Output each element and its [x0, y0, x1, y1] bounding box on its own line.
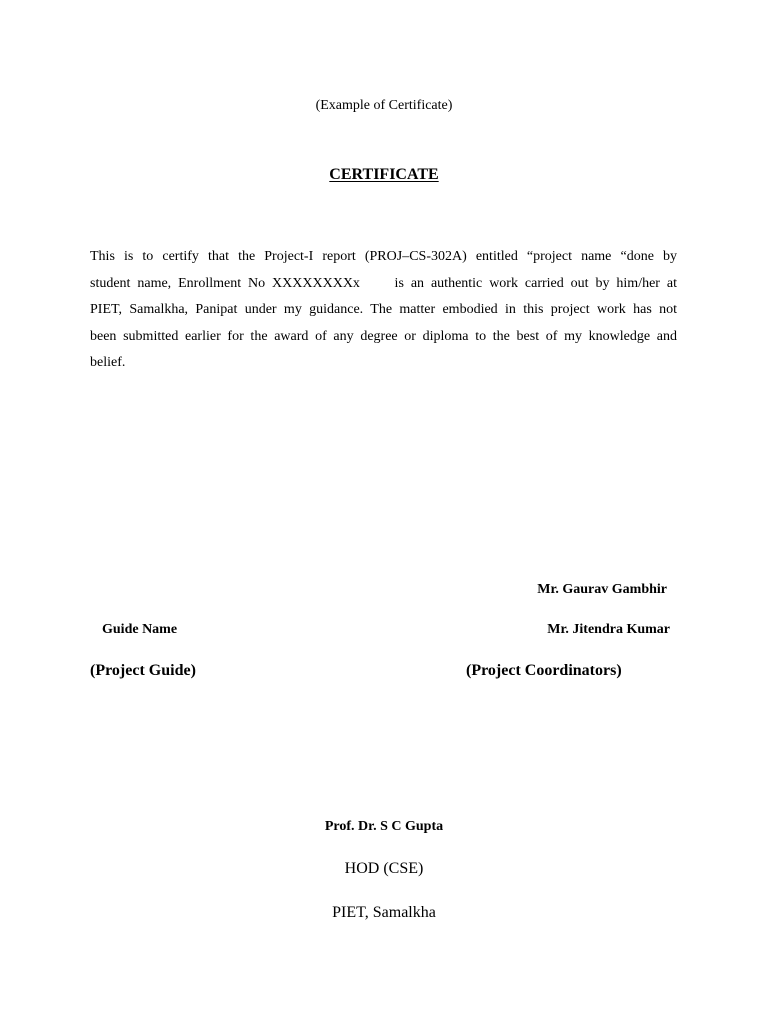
hod-name: Prof. Dr. S C Gupta	[324, 819, 444, 834]
guide-role: (Project Guide)	[90, 662, 196, 679]
body-line-1: This is to certify that the Project-I report (PROJ–CS-302A) entitled “project name “done by	[90, 249, 677, 264]
example-note: (Example of Certificate)	[315, 98, 453, 113]
coordinator-2-name: Mr. Jitendra Kumar	[547, 622, 670, 637]
coordinators-role: (Project Coordinators)	[466, 662, 622, 679]
certificate-title	[0, 166, 768, 184]
guide-name: Guide Name	[102, 622, 178, 637]
coordinator-1-name: Mr. Gaurav Gambhir	[537, 582, 667, 597]
body-line-5: belief.	[90, 355, 126, 370]
hod-institute: PIET, Samalkha	[332, 904, 436, 921]
hod-title: HOD (CSE)	[344, 860, 424, 877]
certificate-body	[90, 244, 677, 377]
body-line-4: been submitted earlier for the award of any degree or diploma to the best of my knowledge and	[90, 328, 677, 344]
certificate-title-text: CERTIFICATE	[329, 166, 439, 183]
body-line-3: PIET, Samalkha, Panipat under my guidance. The matter embodied in this project work has not	[90, 302, 677, 317]
body-line-2: student name, Enrollment No XXXXXXXXx is an authentic work carried out by him/her at	[90, 275, 677, 291]
